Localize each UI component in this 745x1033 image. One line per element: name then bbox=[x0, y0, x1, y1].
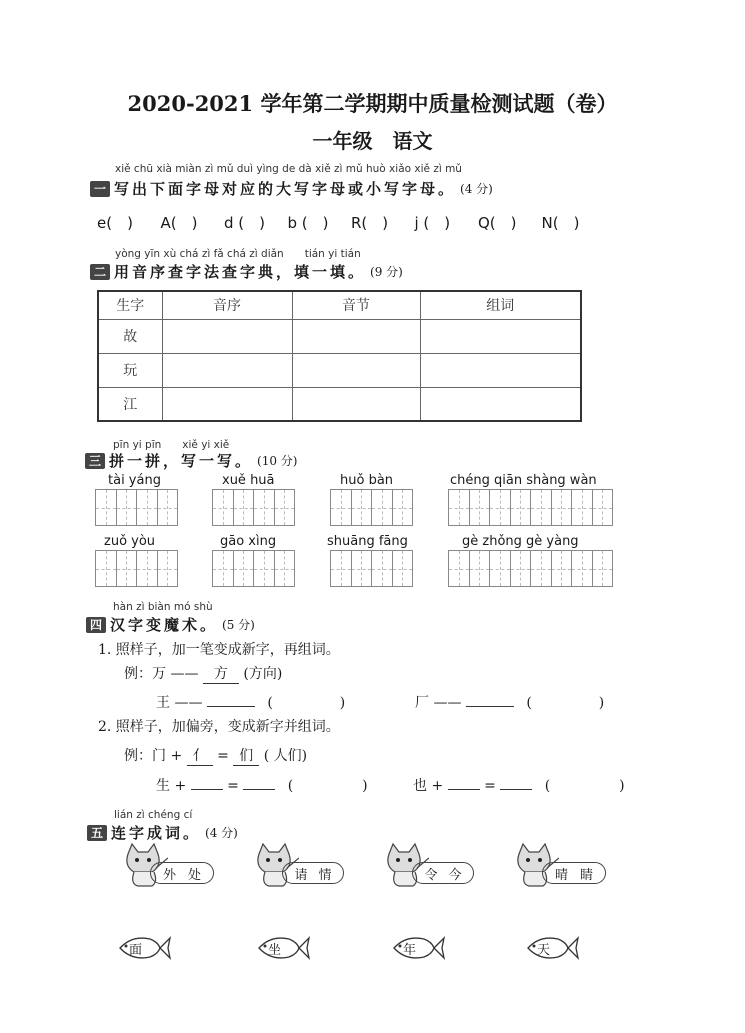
bubble-pair[interactable] bbox=[542, 862, 606, 884]
answer-cell[interactable] bbox=[162, 353, 292, 387]
letter-item[interactable]: N( ) bbox=[541, 214, 580, 232]
answer-blank[interactable] bbox=[466, 706, 514, 707]
section4-question1: 1. 照样子，加一笔变成新字，再组词。 bbox=[98, 642, 340, 658]
item-label: 厂 —— bbox=[415, 695, 462, 711]
tian-cell[interactable] bbox=[592, 550, 614, 587]
tian-cell[interactable] bbox=[274, 550, 296, 587]
example2 bbox=[124, 745, 307, 766]
section5-pinyin: lián zì chéng cí bbox=[114, 809, 193, 821]
page-subtitle: 一年级 语文 bbox=[312, 129, 433, 153]
tian-cell[interactable] bbox=[330, 489, 352, 526]
answer-cell[interactable] bbox=[420, 353, 581, 387]
tian-cell[interactable] bbox=[510, 550, 532, 587]
section5-score: (4 分) bbox=[205, 826, 238, 840]
pinyin-word: chéng qiān shàng wàn bbox=[450, 473, 597, 488]
answer-cell[interactable] bbox=[420, 319, 581, 353]
question2-item-b bbox=[413, 775, 625, 795]
bubble-char[interactable]: 外 bbox=[162, 867, 176, 883]
tian-cell[interactable] bbox=[371, 550, 393, 587]
fish-item[interactable] bbox=[255, 933, 311, 963]
tian-cell[interactable] bbox=[95, 489, 117, 526]
letter-item[interactable]: j ( ) bbox=[414, 214, 451, 232]
fish-char: 坐 bbox=[268, 943, 282, 958]
tian-cell[interactable] bbox=[392, 550, 414, 587]
tian-cell[interactable] bbox=[233, 550, 255, 587]
section4-badge: 四 bbox=[86, 617, 106, 633]
answer-blank[interactable] bbox=[448, 789, 480, 790]
fish-icon bbox=[255, 933, 311, 963]
example2-word: ( 人们) bbox=[263, 748, 308, 764]
section1-pinyin: xiě chū xià miàn zì mǔ duì yìng de dà xiě zì mǔ huò xiǎo xiě zì mǔ bbox=[115, 163, 462, 175]
section5-badge: 五 bbox=[87, 825, 107, 841]
tian-cell[interactable] bbox=[448, 489, 470, 526]
bubble-pair[interactable] bbox=[150, 862, 214, 884]
bubble-pair[interactable] bbox=[412, 862, 474, 884]
table-header: 组词 bbox=[420, 291, 581, 319]
tian-cell[interactable] bbox=[116, 489, 138, 526]
table-cell-char: 江 bbox=[98, 387, 162, 421]
table-cell-char: 玩 bbox=[98, 353, 162, 387]
fish-icon bbox=[116, 933, 172, 963]
tian-cell[interactable] bbox=[469, 489, 491, 526]
tian-cell[interactable] bbox=[351, 550, 373, 587]
table-header: 音序 bbox=[162, 291, 292, 319]
bubble-char[interactable]: 情 bbox=[318, 867, 332, 883]
bubble-char[interactable]: 令 bbox=[424, 867, 438, 883]
answer-blank[interactable] bbox=[243, 789, 275, 790]
tian-cell[interactable] bbox=[448, 550, 470, 587]
answer-cell[interactable] bbox=[292, 387, 420, 421]
letter-item[interactable]: Q( ) bbox=[478, 214, 517, 232]
paren-close: ) bbox=[339, 695, 346, 711]
answer-cell[interactable] bbox=[162, 387, 292, 421]
tian-cell[interactable] bbox=[351, 489, 373, 526]
section4-instruction: 汉字变魔术。 bbox=[110, 616, 219, 634]
dictionary-table bbox=[97, 290, 582, 422]
tian-cell[interactable] bbox=[489, 550, 511, 587]
tian-cell[interactable] bbox=[157, 489, 179, 526]
section4-pinyin: hàn zì biàn mó shù bbox=[113, 601, 213, 613]
table-header: 音节 bbox=[292, 291, 420, 319]
pinyin-word: gāo xìng bbox=[220, 534, 277, 549]
item-label: 王 —— bbox=[156, 695, 203, 711]
tian-cell[interactable] bbox=[392, 489, 414, 526]
table-row bbox=[98, 319, 581, 353]
tian-cell[interactable] bbox=[571, 489, 593, 526]
letter-item[interactable]: e( ) bbox=[97, 214, 133, 232]
paren-open: ( bbox=[287, 778, 294, 794]
fish-item[interactable] bbox=[524, 933, 580, 963]
question1-item-a bbox=[156, 692, 345, 712]
paren-close: ) bbox=[619, 778, 625, 794]
tian-cell[interactable] bbox=[330, 550, 352, 587]
section4-score: (5 分) bbox=[222, 618, 255, 632]
fish-char: 面 bbox=[129, 943, 143, 958]
tian-cell[interactable] bbox=[530, 550, 552, 587]
answer-cell[interactable] bbox=[162, 319, 292, 353]
section1-score: (4 分) bbox=[460, 182, 493, 196]
question2-item-a bbox=[156, 775, 368, 795]
tian-cell[interactable] bbox=[95, 550, 117, 587]
section1-letters bbox=[97, 212, 605, 233]
tian-cell[interactable] bbox=[571, 550, 593, 587]
fish-char: 年 bbox=[403, 943, 417, 958]
section3-instruction: 拼一拼，写一写。 bbox=[109, 452, 254, 470]
tian-cell[interactable] bbox=[274, 489, 296, 526]
tian-cell[interactable] bbox=[489, 489, 511, 526]
fish-char: 天 bbox=[537, 943, 551, 958]
eq-sign: = bbox=[227, 778, 239, 794]
tian-cell[interactable] bbox=[212, 550, 234, 587]
tian-cell[interactable] bbox=[212, 489, 234, 526]
letter-item[interactable]: A( ) bbox=[160, 214, 198, 232]
section3-pinyin: pīn yi pīn xiě yi xiě bbox=[113, 439, 230, 451]
letter-item[interactable]: d ( ) bbox=[224, 214, 265, 232]
example1 bbox=[124, 663, 282, 684]
writing-grid[interactable] bbox=[96, 489, 178, 526]
item-label: 生 + bbox=[156, 778, 187, 794]
section3-score: (10 分) bbox=[257, 454, 298, 468]
section2-instruction: 用音序查字法查字典，填一填。 bbox=[114, 263, 367, 281]
pinyin-word: zuǒ yòu bbox=[104, 534, 156, 549]
page-title: 2020-2021 学年第二学期期中质量检测试题（卷） bbox=[127, 91, 618, 116]
tian-cell[interactable] bbox=[157, 550, 179, 587]
table-header: 生字 bbox=[98, 291, 162, 319]
writing-grid[interactable] bbox=[449, 489, 613, 526]
section4-header bbox=[86, 614, 255, 635]
item-label: 也 + bbox=[413, 778, 444, 794]
pinyin-word: tài yáng bbox=[108, 473, 161, 488]
question1-item-b bbox=[415, 692, 604, 712]
letter-item[interactable]: b ( ) bbox=[287, 214, 329, 232]
writing-grid[interactable] bbox=[213, 550, 295, 587]
tian-cell[interactable] bbox=[371, 489, 393, 526]
example1-word: (方向) bbox=[243, 666, 283, 682]
writing-grid[interactable] bbox=[213, 489, 295, 526]
section2-score: (9 分) bbox=[370, 265, 403, 279]
eq-sign: = bbox=[217, 748, 229, 764]
answer-blank[interactable] bbox=[191, 789, 223, 790]
paren-open: ( bbox=[544, 778, 551, 794]
answer-cell[interactable] bbox=[420, 387, 581, 421]
section2-badge: 二 bbox=[90, 264, 110, 280]
pinyin-word: xuě huā bbox=[222, 473, 275, 488]
writing-grid[interactable] bbox=[331, 489, 413, 526]
writing-grid[interactable] bbox=[331, 550, 413, 587]
paren-close: ) bbox=[362, 778, 368, 794]
section3-badge: 三 bbox=[85, 453, 105, 469]
bubble-char[interactable]: 今 bbox=[448, 867, 462, 883]
paren-open: ( bbox=[267, 695, 273, 711]
bubble-pair[interactable] bbox=[282, 862, 344, 884]
example1-answer: 方 bbox=[203, 663, 239, 684]
section3-header bbox=[85, 450, 297, 471]
answer-blank[interactable] bbox=[207, 706, 255, 707]
pinyin-word: huǒ bàn bbox=[340, 473, 394, 488]
letter-item[interactable]: R( ) bbox=[351, 214, 389, 232]
tian-cell[interactable] bbox=[253, 489, 275, 526]
answer-cell[interactable] bbox=[292, 353, 420, 387]
tian-cell[interactable] bbox=[136, 489, 158, 526]
writing-grid[interactable] bbox=[96, 550, 178, 587]
table-row bbox=[98, 353, 581, 387]
table-cell-char: 故 bbox=[98, 319, 162, 353]
answer-cell[interactable] bbox=[292, 319, 420, 353]
tian-cell[interactable] bbox=[592, 489, 614, 526]
tian-cell[interactable] bbox=[469, 550, 491, 587]
bubble-char[interactable]: 处 bbox=[187, 867, 201, 883]
fish-icon bbox=[524, 933, 580, 963]
fish-icon bbox=[390, 933, 446, 963]
writing-grid[interactable] bbox=[449, 550, 613, 587]
pinyin-word: shuāng fāng bbox=[327, 534, 408, 549]
section5-instruction: 连字成词。 bbox=[111, 824, 202, 842]
section1-instruction: 写出下面字母对应的大写字母或小写字母。 bbox=[114, 180, 457, 198]
answer-blank[interactable] bbox=[500, 789, 532, 790]
tian-cell[interactable] bbox=[551, 489, 573, 526]
example2-radical: 亻 bbox=[187, 745, 213, 766]
fish-item[interactable] bbox=[390, 933, 446, 963]
bubble-char[interactable]: 晴 bbox=[554, 867, 568, 883]
section2-pinyin: yòng yīn xù chá zì fǎ chá zì diǎn tián yi tián bbox=[115, 248, 361, 260]
eq-sign: = bbox=[484, 778, 496, 794]
section2-header bbox=[90, 261, 403, 282]
tian-cell[interactable] bbox=[253, 550, 275, 587]
tian-cell[interactable] bbox=[551, 550, 573, 587]
tian-cell[interactable] bbox=[530, 489, 552, 526]
paren-open: ( bbox=[526, 695, 532, 711]
example2-answer: 们 bbox=[233, 745, 259, 766]
bubble-char[interactable]: 睛 bbox=[579, 867, 593, 883]
tian-cell[interactable] bbox=[116, 550, 138, 587]
section1-header bbox=[90, 178, 493, 199]
section1-badge: 一 bbox=[90, 181, 110, 197]
tian-cell[interactable] bbox=[233, 489, 255, 526]
fish-item[interactable] bbox=[116, 933, 172, 963]
paren-close: ) bbox=[598, 695, 605, 711]
table-header-row bbox=[98, 291, 581, 319]
tian-cell[interactable] bbox=[510, 489, 532, 526]
example1-label: 例：万 —— bbox=[124, 666, 199, 682]
bubble-char[interactable]: 请 bbox=[294, 867, 308, 883]
table-row bbox=[98, 387, 581, 421]
pinyin-word: gè zhǒng gè yàng bbox=[462, 534, 579, 549]
tian-cell[interactable] bbox=[136, 550, 158, 587]
example2-label: 例：门 + bbox=[124, 748, 183, 764]
section4-question2: 2. 照样子，加偏旁，变成新字并组词。 bbox=[98, 719, 340, 735]
